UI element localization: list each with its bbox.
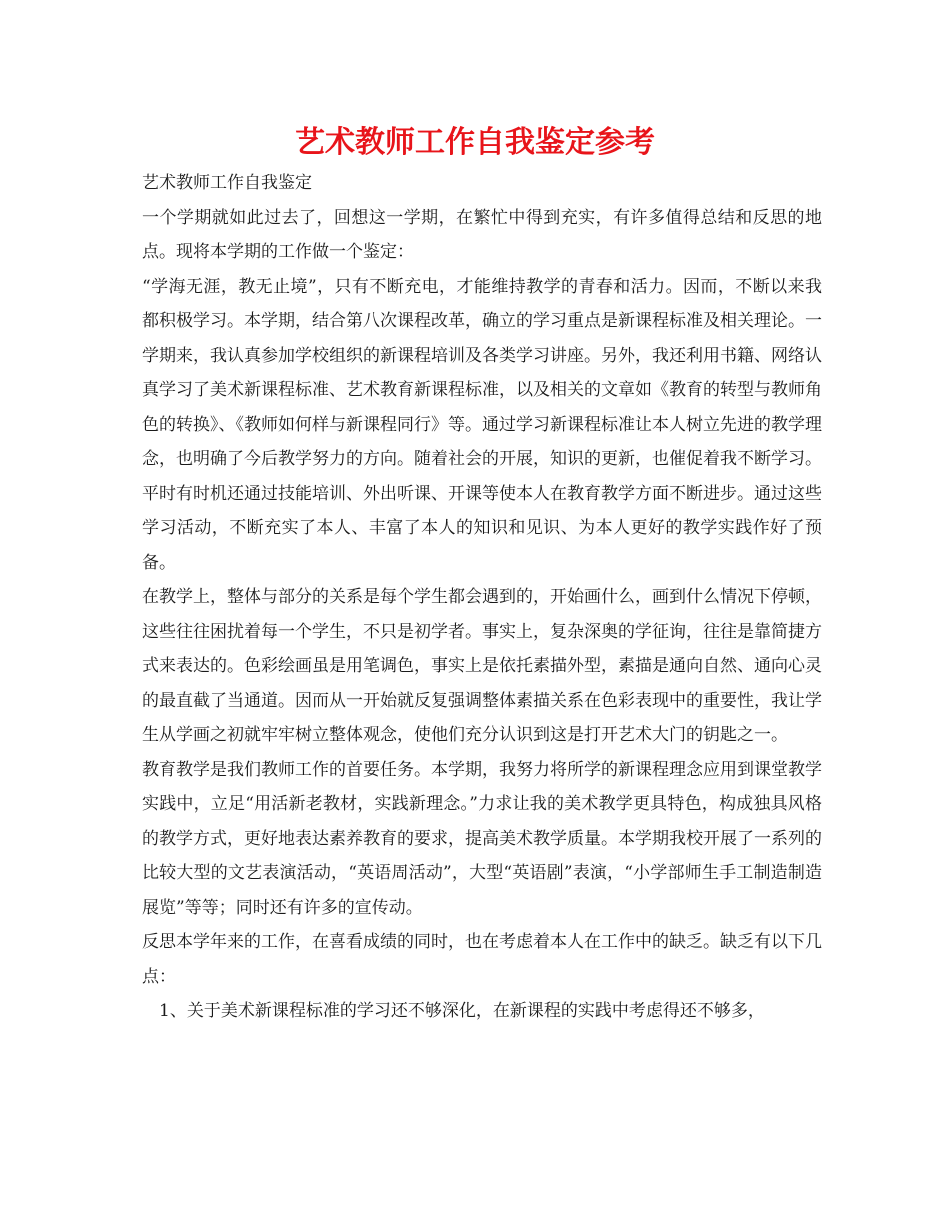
list-item: 1、关于美术新课程标准的学习还不够深化，在新课程的实践中考虑得还不够多， [159,1001,765,1021]
paragraph-intro: 一个学期就如此过去了，回想这一学期，在繁忙中得到充实，有许多值得总结和反思的地点。现将本学期的工作做一个鉴定： [142,207,822,262]
document-title: 艺术教师工作自我鉴定参考 [295,125,655,160]
paragraph-teaching: 在教学上，整体与部分的关系是每个学生都会遇到的，开始画什么，画到什么情况下停顿，这些往往困扰着每一个学生，不只是初学者。事实上，复杂深奥的学征询，往往是靠简捷方式来表达的。色彩绘画虽是用笔调色，事实上是依托素描外型，素描是通向自然、通向心灵的最直截了当通道。因而从一开始就反复强调整体素描关系在色彩表现中的重要性，我让学生从学画之初就牢牢树立整体观念，使他们充分认识到这是打开艺术大门的钥匙之一。 [142,587,822,745]
document-subtitle: 艺术教师工作自我鉴定 [142,173,312,193]
paragraph-learning: “学海无涯，教无止境”，只有不断充电，才能维持教学的青春和活力。因而，不断以来我都积极学习。本学期，结合第八次课程改革，确立的学习重点是新课程标准及相关理论。一学期来，我认真参加学校组织的新课程培训及各类学习讲座。另外，我还利用书籍、网络认真学习了美术新课程标准、艺术教育新课程标准，以及相关的文章如《教育的转型与教师角色的转换》、《教师如何样与新课程同行》等。通过学习新课程标准让本人树立先进的教学理念，也明确了今后教学努力的方向。随着社会的开展，知识的更新，也催促着我不断学习。平时有时机还通过技能培训、外出听课、开课等使本人在教育教学方面不断进步。通过这些学习活动，不断充实了本人、丰富了本人的知识和见识、为本人更好的教学实践作好了预备。 [142,276,822,573]
paragraph-reflection: 反思本学年来的工作，在喜看成绩的同时，也在考虑着本人在工作中的缺乏。缺乏有以下几点： [142,932,822,987]
document-body [142,166,822,1029]
paragraph-practice: 教育教学是我们教师工作的首要任务。本学期，我努力将所学的新课程理念应用到课堂教学实践中，立足“用活新老教材，实践新理念。”力求让我的美术教学更具特色，构成独具风格的教学方式，更好地表达素养教育的要求，提高美术教学质量。本学期我校开展了一系列的比较大型的文艺表演活动，“英语周活动”，大型“英语剧”表演，“小学部师生手工制造制造展览”等等；同时还有许多的宣传动。 [142,759,822,918]
